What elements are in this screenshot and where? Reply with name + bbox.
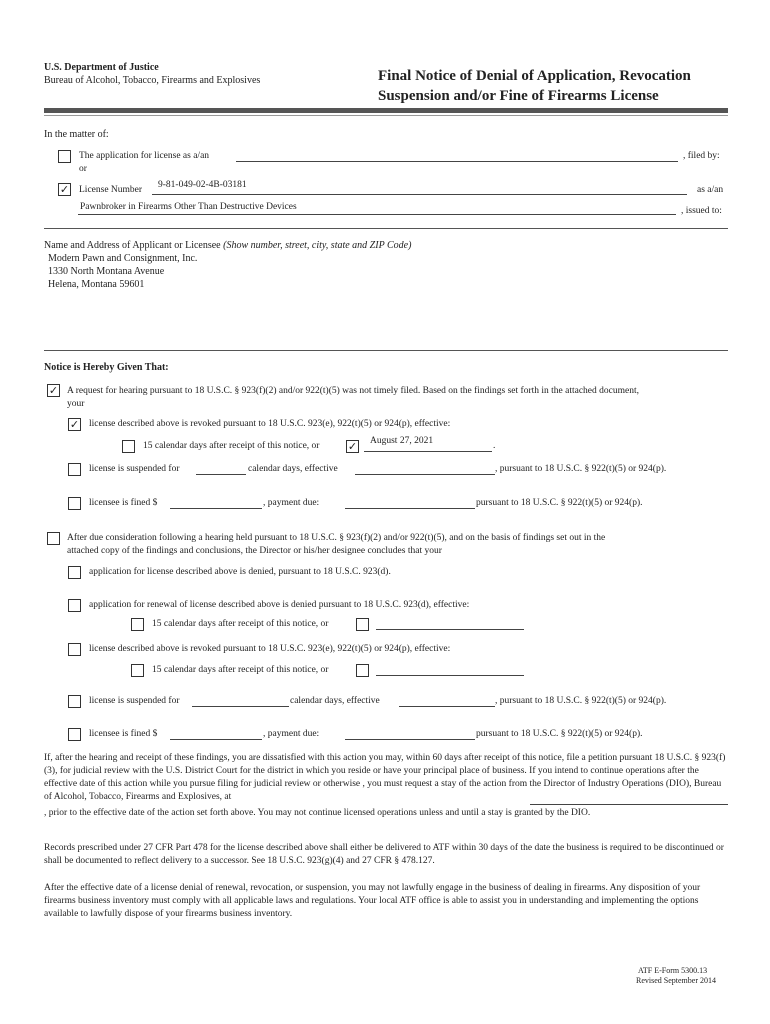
license-number-field[interactable]: [152, 194, 687, 195]
b-renewal-date-field[interactable]: [376, 629, 524, 630]
notice-heading: Notice is Hereby Given That:: [44, 362, 169, 373]
form-revision: Revised September 2014: [636, 976, 716, 985]
b-revoked-checkbox[interactable]: [68, 643, 81, 656]
matter-divider: [44, 228, 728, 229]
applicant-street: 1330 North Montana Avenue: [48, 266, 165, 277]
b-suspended-text: license is suspended for: [89, 696, 180, 706]
b-renewal-text: application for renewal of license described above is denied pursuant to 18 U.S.C. 923(d), effective:: [89, 600, 470, 610]
b-denied-text: application for license described above is denied, pursuant to 18 U.S.C. 923(d).: [89, 567, 391, 577]
check-icon: ✓: [48, 384, 59, 397]
after-hearing-text2: attached copy of the findings and conclusions, the Director or his/her designee concludes that your: [67, 546, 442, 556]
check-icon: ✓: [347, 440, 358, 453]
agency-name: U.S. Department of Justice: [44, 62, 159, 73]
as-an-label: as a/an: [697, 185, 724, 195]
petition-paragraph: If, after the hearing and receipt of these findings, you are dissatisfied with this action you may, within 60 days after receipt of this notice, file a petition pursuant 18 U.S.C. § 923(f)(3), for judicial review with the U.S. District Court for the district in which you reside or have your principal place of business. If you intend to continue operations after the effective date of this action while you pursue filing for judicial review or otherwise , you must request a stay of the action from the Director of Industry Operations (DIO), Bureau of Alcohol, Tobacco, Firearms and Explosives, at: [44, 753, 726, 802]
a-payment-date-field[interactable]: [345, 508, 475, 509]
b-suspend-date-field[interactable]: [399, 706, 495, 707]
b-renewal-checkbox[interactable]: [68, 599, 81, 612]
b-pursuant-susp: , pursuant to 18 U.S.C. § 922(t)(5) or 924(p).: [495, 696, 667, 706]
a-date-field[interactable]: [364, 451, 492, 452]
a-15days-checkbox[interactable]: [122, 440, 135, 453]
b-revoked-date-field[interactable]: [376, 675, 524, 676]
b-suspend-days-field[interactable]: [192, 706, 289, 707]
a-date-period: .: [493, 441, 496, 451]
license-number-value: 9-81-049-02-4B-03181: [158, 180, 247, 190]
b-calendar-text: calendar days, effective: [290, 696, 380, 706]
form-title-line2: Suspension and/or Fine of Firearms License: [378, 88, 659, 104]
check-icon: ✓: [59, 183, 70, 196]
b-renewal-date-checkbox[interactable]: [356, 618, 369, 631]
a-fine-amount-field[interactable]: [170, 508, 262, 509]
disposition-paragraph: After the effective date of a license denial of renewal, revocation, or suspension, you may not lawfully engage in the business of dealing in firearms. Any disposition of your firearms business inventory must comply with all applicable laws and regulations. Your local ATF office is able to assist you in understanding and implementing the options available to lawfully dispose of your firearms business inventory.: [44, 883, 701, 919]
applicant-divider: [44, 350, 728, 351]
b-renewal-15days-text: 15 calendar days after receipt of this notice, or: [152, 619, 329, 629]
applicant-hint: (Show number, street, city, state and ZIP Code): [223, 240, 412, 251]
after-hearing-text: After due consideration following a hearing held pursuant to 18 U.S.C. § 923(f)(2) and/or 922(t)(5), and on the basis of findings set out in the: [67, 533, 606, 543]
b-revoked-15days-checkbox[interactable]: [131, 664, 144, 677]
a-suspend-date-field[interactable]: [355, 474, 495, 475]
no-hearing-text: A request for hearing pursuant to 18 U.S.C. § 923(f)(2) and/or 922(t)(5) was not timely filed. Based on the findings set forth in the attached document,: [67, 386, 639, 396]
b-pursuant-fine: pursuant to 18 U.S.C. § 922(t)(5) or 924(p).: [476, 729, 643, 739]
a-suspend-days-field[interactable]: [196, 474, 246, 475]
a-revoked-text: license described above is revoked pursuant to 18 U.S.C. 923(e), 922(t)(5) or 924(p), effective:: [89, 419, 451, 429]
applicant-label: [44, 240, 411, 251]
b-denied-checkbox[interactable]: [68, 566, 81, 579]
matter-heading: In the matter of:: [44, 129, 109, 140]
b-suspended-checkbox[interactable]: [68, 695, 81, 708]
form-title-line1: Final Notice of Denial of Application, Revocation: [378, 68, 691, 84]
a-fined-text: licensee is fined $: [89, 498, 158, 508]
applicant-name: Modern Pawn and Consignment, Inc.: [48, 253, 198, 264]
b-fined-checkbox[interactable]: [68, 728, 81, 741]
license-number-checkbox[interactable]: [58, 183, 71, 196]
application-checkbox[interactable]: [58, 150, 71, 163]
b-revoked-date-checkbox[interactable]: [356, 664, 369, 677]
b-revoked-text: license described above is revoked pursuant to 18 U.S.C. 923(e), 922(t)(5) or 924(p), effective:: [89, 644, 451, 654]
form-number: ATF E-Form 5300.13: [638, 966, 708, 975]
b-revoked-15days-text: 15 calendar days after receipt of this notice, or: [152, 665, 329, 675]
petition-paragraph-end: , prior to the effective date of the action set forth above. You may not continue licensed operations unless and until a stay is granted by the DIO.: [44, 808, 591, 818]
a-15days-text: 15 calendar days after receipt of this notice, or: [143, 441, 320, 451]
b-fine-amount-field[interactable]: [170, 739, 262, 740]
a-suspended-checkbox[interactable]: [68, 463, 81, 476]
after-hearing-checkbox[interactable]: [47, 532, 60, 545]
a-date-checkbox[interactable]: [346, 440, 359, 453]
license-type-value: Pawnbroker in Firearms Other Than Destructive Devices: [80, 202, 297, 212]
issued-to-label: , issued to:: [681, 206, 722, 216]
a-effective-date: August 27, 2021: [370, 436, 434, 446]
a-payment-text: , payment due:: [263, 498, 320, 508]
b-payment-text: , payment due:: [263, 729, 320, 739]
b-payment-date-field[interactable]: [345, 739, 475, 740]
license-type-field[interactable]: [78, 214, 676, 215]
header-rule: [44, 108, 728, 113]
a-pursuant-susp: , pursuant to 18 U.S.C. § 922(t)(5) or 924(p).: [495, 464, 667, 474]
application-label: The application for license as a/an: [79, 151, 210, 161]
dio-address-field[interactable]: [530, 804, 728, 805]
a-calendar-text: calendar days, effective: [248, 464, 338, 474]
header-rule-thin: [44, 115, 728, 116]
a-suspended-text: license is suspended for: [89, 464, 180, 474]
b-renewal-15days-checkbox[interactable]: [131, 618, 144, 631]
application-type-field[interactable]: [236, 161, 678, 162]
check-icon: ✓: [69, 418, 80, 431]
a-fined-checkbox[interactable]: [68, 497, 81, 510]
b-fined-text: licensee is fined $: [89, 729, 158, 739]
a-revoked-checkbox[interactable]: [68, 418, 81, 431]
bureau-name: Bureau of Alcohol, Tobacco, Firearms and Explosives: [44, 75, 261, 86]
applicant-city: Helena, Montana 59601: [48, 279, 145, 290]
no-hearing-checkbox[interactable]: [47, 384, 60, 397]
records-paragraph: Records prescribed under 27 CFR Part 478 for the license described above shall either be delivered to ATF within 30 days of the date the business is required to be discontinued or shall be documented to reflect delivery to a successor. See 18 U.S.C. 923(g)(4) and 27 CFR § 478.127.: [44, 843, 724, 866]
or-label: or: [79, 164, 87, 174]
no-hearing-your: your: [67, 399, 85, 409]
a-pursuant-fine: pursuant to 18 U.S.C. § 922(t)(5) or 924(p).: [476, 498, 643, 508]
applicant-label-text: Name and Address of Applicant or Licensee: [44, 240, 221, 251]
license-number-label: License Number: [79, 185, 143, 195]
filed-by-label: , filed by:: [683, 151, 720, 161]
